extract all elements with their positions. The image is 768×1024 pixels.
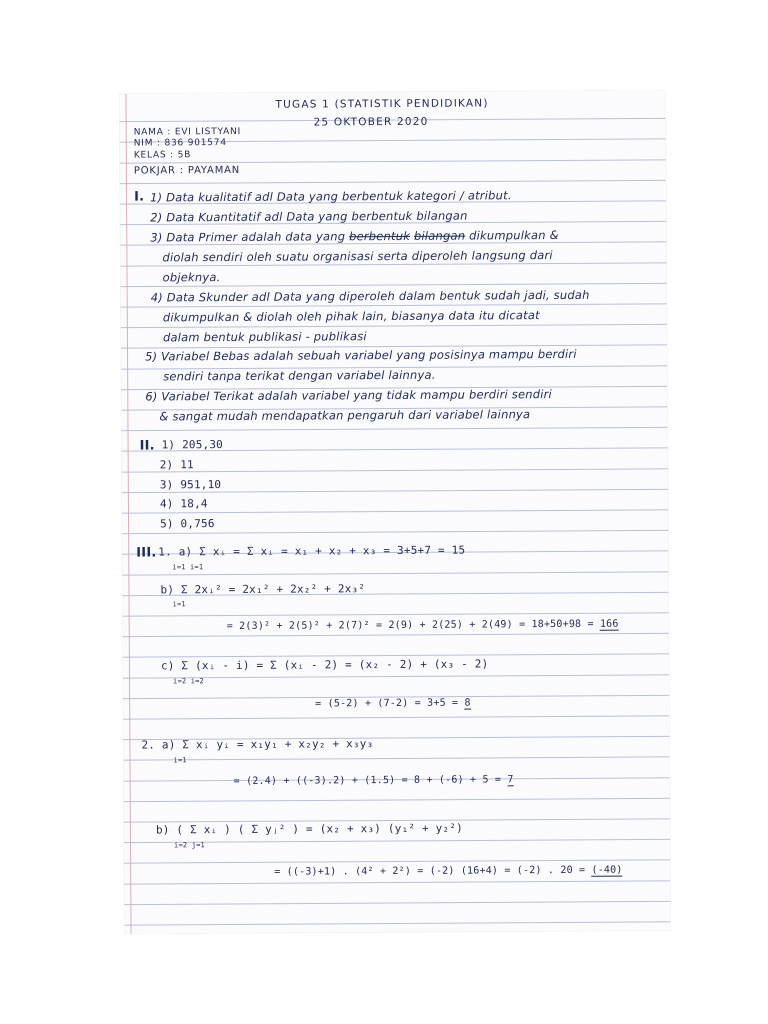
section-1-numeral: I. [134, 189, 145, 205]
student-name: NAMA : EVI LISTYANI [133, 126, 242, 138]
sum-limits: i=2 j=1 [174, 841, 205, 850]
section-1-line: dikumpulkan & diolah oleh pihak lain, biasanya data itu dicatat [162, 308, 540, 325]
section-1-line: 1) Data kualitatif adl Data yang berbentuk kategori / atribut. [150, 188, 512, 205]
equation-line [315, 698, 471, 710]
sum-limits: i=1 [172, 600, 186, 609]
student-nim: NIM : 836 901574 [133, 138, 227, 149]
section-1-text: dikumpulkan & [469, 227, 559, 243]
answer-item: 3) 951,10 [159, 478, 222, 492]
section-1-line [150, 228, 558, 244]
equation-line: 1. a) Σ xᵢ = Σ xᵢ = x₁ + x₂ + x₃ = 3+5+7 = 15 [158, 543, 466, 559]
assignment-date: 25 OKTOBER 2020 [313, 115, 429, 129]
answer-item: 1) 205,30 [161, 438, 224, 452]
equation-line: c) Σ (xᵢ - i) = Σ (xᵢ - 2) = (x₂ - 2) + (x₃ - 2) [160, 657, 489, 673]
section-2-numeral: II. [139, 438, 155, 454]
struck-word: berbentuk [349, 228, 411, 244]
section-1-line: sendiri tanpa terikat dengan variabel lainnya. [163, 367, 436, 384]
calc-text: = ((-3)+1) . (4² + 2²) = (-2) (16+4) = (-2) . 20 = [274, 864, 586, 878]
section-3-numeral: III. [136, 545, 157, 561]
sum-limits: i=1 i=1 [172, 563, 204, 572]
notebook-page [119, 90, 670, 933]
section-1-line: 5) Variabel Bebas adalah sebuah variabel yang posisinya mampu berdiri [145, 346, 577, 364]
section-1-line: 4) Data Skunder adl Data yang diperoleh dalam bentuk sudah jadi, sudah [150, 287, 590, 305]
equation-line [227, 619, 619, 632]
student-pokjar: POKJAR : PAYAMAN [133, 164, 241, 177]
result-value: 7 [507, 774, 514, 786]
sum-limits: i=1 [173, 756, 187, 765]
equation-line [274, 865, 622, 878]
section-1-text: 3) Data Primer adalah data yang [150, 229, 346, 245]
equation-line [234, 774, 514, 787]
equation-line: b) Σ 2xᵢ² = 2x₁² + 2x₂² + 2x₃² [160, 582, 366, 597]
section-1-line: diolah sendiri oleh suatu organisasi serta diperoleh langsung dari [162, 248, 553, 265]
result-value: 8 [464, 697, 471, 709]
section-1-line: objeknya. [162, 270, 221, 285]
margin-line [125, 94, 131, 934]
section-1-line: dalam bentuk publikasi - publikasi [162, 329, 367, 345]
assignment-title: TUGAS 1 (STATISTIK PENDIDIKAN) [275, 97, 489, 111]
struck-word: bilangan [413, 228, 466, 243]
sum-limits: i=2 i=2 [173, 677, 204, 686]
answer-item: 5) 0,756 [160, 517, 215, 531]
section-1-line: 6) Variabel Terikat adalah variabel yang tidak mampu berdiri sendiri [145, 387, 552, 404]
calc-text: = (2.4) + ((-3).2) + (1.5) = 8 + (-6) + 5 = [233, 774, 502, 787]
student-class: KELAS : 5B [133, 150, 192, 161]
section-1-line: 2) Data Kuantitatif adl Data yang berbentuk bilangan [150, 208, 468, 225]
result-value: (-40) [591, 864, 623, 876]
section-1-line: & sangat mudah mendapatkan pengaruh dari variabel lainnya [159, 407, 531, 424]
answer-item: 4) 18,4 [159, 497, 208, 511]
equation-line: 2. a) Σ xᵢ yᵢ = x₁y₁ + x₂y₂ + x₃y₃ [141, 737, 374, 752]
answer-item: 2) 11 [159, 458, 194, 472]
result-value: 166 [599, 618, 619, 630]
calc-text: = (5-2) + (7-2) = 3+5 = [315, 697, 459, 710]
calc-text: = 2(3)² + 2(5)² + 2(7)² = 2(9) + 2(25) + 2(49) = 18+50+98 = [226, 618, 594, 633]
equation-line: b) ( Σ xᵢ ) ( Σ yⱼ² ) = (x₂ + x₃) (y₁² + y₂²) [155, 821, 463, 837]
